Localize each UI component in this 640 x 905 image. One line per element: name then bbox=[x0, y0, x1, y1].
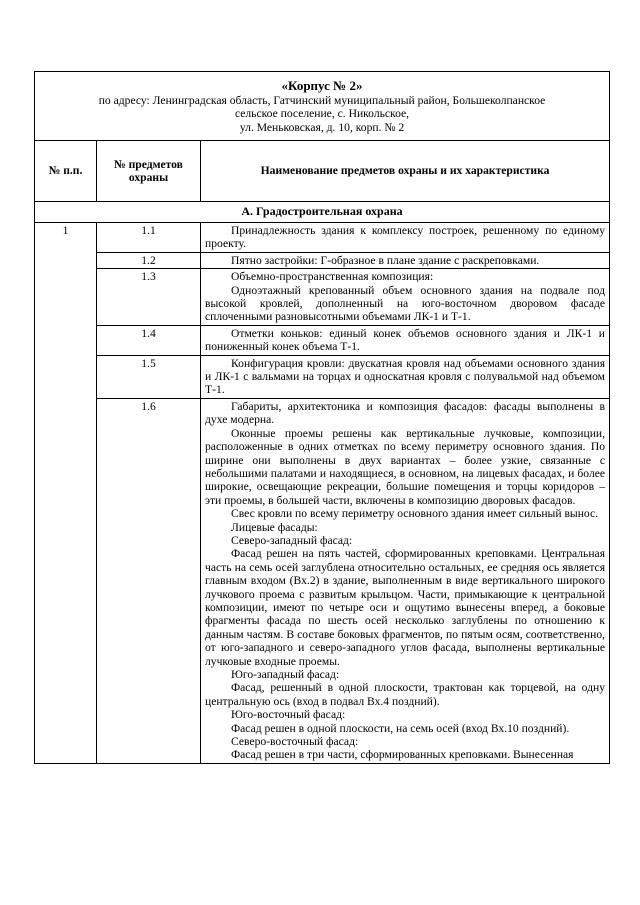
table-row bbox=[35, 325, 610, 355]
item-description bbox=[201, 355, 610, 398]
address-line: сельское поселение, с. Никольское, bbox=[234, 107, 410, 121]
item-description bbox=[201, 269, 610, 326]
address-line: по адресу: Ленинградская область, Гатчинский муниципальный район, Большеколпанское bbox=[98, 94, 546, 107]
item-description bbox=[201, 223, 610, 253]
paragraph: Фасад решен на пять частей, сформированных креповками. Центральная часть на семь осей заглублена относительно остальных, ее средняя ось является главным входом (Вх.2) в здание, выполненным в виде вертикального широкого лучкового проема с развитым крыльцом. Части, примыкающие к центральной композиции, имеют по четыре оси и ощутимо вынесены вперед, а боковые фрагменты фасада по шесть осей несколько заглублены по отношению к данным частям. В составе боковых фрагментов, по пятым осям, соответственно, от юго-западного и северо-западного углов фасада, выполнены вертикальные лучковые входные проемы. bbox=[205, 547, 606, 668]
paragraph: Северо-восточный фасад: bbox=[231, 735, 359, 749]
item-description bbox=[201, 252, 610, 268]
table-row bbox=[35, 398, 610, 763]
item-code: 1.3 bbox=[97, 269, 201, 326]
paragraph: Габариты, архитектоника и композиция фасадов: фасады выполнены в духе модерна. bbox=[205, 399, 606, 427]
column-header-item: № предметов охраны bbox=[97, 141, 201, 202]
item-description bbox=[201, 325, 610, 355]
paragraph: Одноэтажный крепованный объем основного здания на подвале под высокой кровлей, дополненный на юго-восточном дворовом фасаде сплоченными разновысотными объемами ЛК-1 и Т-1. bbox=[205, 283, 606, 324]
protection-table bbox=[34, 71, 610, 764]
row-number: 1 bbox=[35, 223, 97, 764]
table-row bbox=[35, 269, 610, 326]
table-row bbox=[35, 223, 610, 253]
object-title: «Корпус № 2» bbox=[281, 78, 363, 93]
column-header-row bbox=[35, 141, 610, 202]
column-header-name: Наименование предметов охраны и их характеристика bbox=[201, 141, 610, 202]
paragraph: Фасад, решенный в одной плоскости, трактован как торцевой, на одну центральную ось (вход в подвал Вх.4 поздний). bbox=[205, 681, 606, 708]
item-code: 1.4 bbox=[97, 325, 201, 355]
paragraph: Пятно застройки: Г-образное в плане здание с раскреповками. bbox=[231, 253, 540, 267]
document bbox=[34, 71, 609, 764]
paragraph: Отметки коньков: единый конек объемов основного здания и ЛК-1 и пониженный конек объема Т-1. bbox=[205, 326, 606, 354]
paragraph: Лицевые фасады: bbox=[231, 520, 318, 534]
column-header-num: № п.п. bbox=[35, 141, 97, 202]
address-line: ул. Меньковская, д. 10, корп. № 2 bbox=[239, 120, 405, 134]
paragraph: Объемно-пространственная композиция: bbox=[231, 270, 434, 284]
item-description bbox=[201, 398, 610, 763]
table-row bbox=[35, 252, 610, 268]
paragraph: Юго-восточный фасад: bbox=[231, 708, 346, 722]
section-row bbox=[35, 202, 610, 223]
paragraph: Принадлежность здания к комплексу построек, решенному по единому проекту. bbox=[205, 224, 606, 251]
item-code: 1.6 bbox=[97, 398, 201, 763]
paragraph: Конфигурация кровли: двускатная кровля над объемами основного здания и ЛК-1 с вальмами на торцах и односкатная кровля с полувальмой над объемом Т-1. bbox=[205, 356, 606, 397]
table-row bbox=[35, 355, 610, 398]
paragraph: Фасад решен в одной плоскости, на семь осей (вход Вх.10 поздний). bbox=[231, 721, 570, 735]
item-code: 1.2 bbox=[97, 252, 201, 268]
paragraph: Северо-западный фасад: bbox=[231, 533, 353, 547]
paragraph: Свес кровли по всему периметру основного здания имеет сильный вынос. bbox=[231, 507, 599, 521]
section-title: А. Градостроительная охрана bbox=[35, 202, 610, 223]
item-code: 1.5 bbox=[97, 355, 201, 398]
table-header-row bbox=[35, 72, 610, 141]
paragraph: Оконные проемы решены как вертикальные лучковые, композиции, расположенные в одних отметках по всему периметру основного здания. По ширине они выполнены в двух вариантах – более узкие, связанные с небольшими палатами и находящиеся, в основном, на лицевых фасадах, и более широкие, освещающие рекреации, большие помещения и торцы коридоров – эти проемы, в большей части, включены в композицию дворовых фасадов. bbox=[205, 426, 606, 507]
item-code: 1.1 bbox=[97, 223, 201, 253]
object-header bbox=[35, 72, 610, 141]
paragraph: Фасад решен в три части, сформированных креповками. Вынесенная bbox=[231, 748, 574, 762]
paragraph: Юго-западный фасад: bbox=[231, 668, 340, 681]
